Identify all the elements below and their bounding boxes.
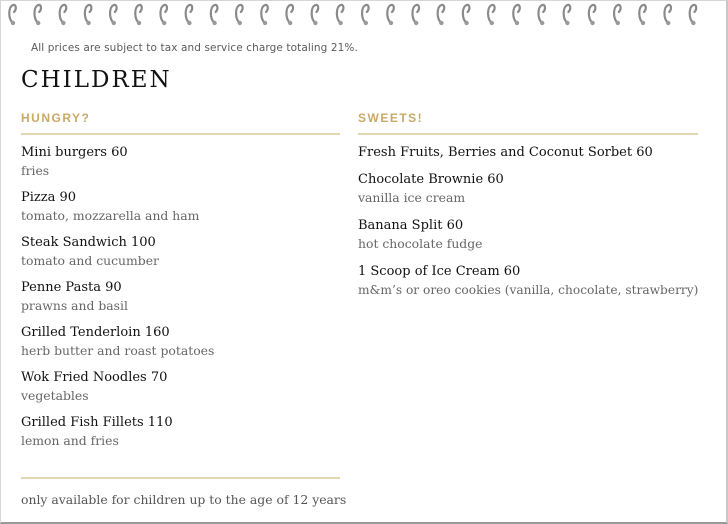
item-name: Wok Fried Noodles 70 (21, 370, 168, 385)
spiral-hole (389, 21, 393, 25)
spiral-hole (666, 21, 670, 25)
spiral-hole (616, 21, 620, 25)
spiral-hole (36, 21, 40, 25)
spiral-hole (364, 21, 368, 25)
spiral-loop (438, 5, 445, 23)
item-name: Steak Sandwich 100 (21, 235, 156, 250)
spiral-hole (540, 21, 544, 25)
item-description: fries (21, 163, 50, 178)
spiral-loop (463, 5, 470, 23)
age-note: only available for children up to the age of 12 years (21, 492, 347, 507)
spiral-loop (564, 5, 571, 23)
menu-list (21, 144, 340, 451)
item-description: hot chocolate fudge (358, 236, 483, 251)
spiral-hole (641, 21, 645, 25)
section-hungry (21, 109, 340, 459)
menu-item (21, 189, 340, 226)
spiral-loop (488, 5, 495, 23)
spiral-hole (313, 21, 317, 25)
spiral-loop (60, 5, 67, 23)
footer-divider (21, 477, 340, 479)
menu-item (21, 144, 340, 181)
menu-item (358, 217, 698, 254)
menu-item (358, 263, 698, 300)
spiral-hole (187, 21, 191, 25)
item-description: vegetables (21, 388, 89, 403)
item-description: tomato, mozzarella and ham (21, 208, 200, 223)
spiral-hole (338, 21, 342, 25)
spiral-hole (590, 21, 594, 25)
spiral-hole (490, 21, 494, 25)
spiral-hole (238, 21, 242, 25)
item-name: Grilled Tenderloin 160 (21, 325, 170, 340)
spiral-loop (211, 5, 218, 23)
spiral-hole (288, 21, 292, 25)
spiral-hole (515, 21, 519, 25)
spiral-loop (362, 5, 369, 23)
section-sweets (358, 109, 698, 309)
spiral-loop (186, 5, 193, 23)
spiral-loop (690, 5, 697, 23)
item-name: Fresh Fruits, Berries and Coconut Sorbet 60 (358, 145, 653, 160)
spiral-hole (162, 21, 166, 25)
spiral-loop (639, 5, 646, 23)
menu-item (21, 324, 340, 361)
menu-item (21, 279, 340, 316)
menu-item (21, 414, 340, 451)
spiral-loop (160, 5, 167, 23)
spiral-loop (110, 5, 117, 23)
spiral-hole (86, 21, 90, 25)
item-description: lemon and fries (21, 433, 119, 448)
spiral-loop (664, 5, 671, 23)
page-title: CHILDREN (21, 67, 172, 93)
item-description: vanilla ice cream (358, 190, 466, 205)
section-heading: HUNGRY? (21, 109, 340, 135)
item-name: Banana Split 60 (358, 218, 464, 233)
item-name: Grilled Fish Fillets 110 (21, 415, 173, 430)
spiral-loop (9, 5, 16, 23)
spiral-hole (565, 21, 569, 25)
spiral-hole (137, 21, 141, 25)
spiral-loop (387, 5, 394, 23)
spiral-loop (589, 5, 596, 23)
spiral-hole (439, 21, 443, 25)
spiral-hole (112, 21, 116, 25)
spiral-loop (261, 5, 268, 23)
item-name: Chocolate Brownie 60 (358, 172, 504, 187)
spiral-hole (464, 21, 468, 25)
menu-item (21, 234, 340, 271)
spiral-loop (614, 5, 621, 23)
spiral-loop (337, 5, 344, 23)
menu-item (358, 144, 698, 161)
spiral-hole (691, 21, 695, 25)
item-description: tomato and cucumber (21, 253, 159, 268)
item-name: Pizza 90 (21, 190, 77, 205)
spiral-loop (286, 5, 293, 23)
spiral-hole (414, 21, 418, 25)
spiral-loop (538, 5, 545, 23)
tax-notice: All prices are subject to tax and service charge totaling 21%. (31, 42, 358, 54)
spiral-loop (236, 5, 243, 23)
spiral-loop (34, 5, 41, 23)
spiral-hole (263, 21, 267, 25)
spiral-hole (11, 21, 15, 25)
item-name: 1 Scoop of Ice Cream 60 (358, 264, 521, 279)
spiral-loop (513, 5, 520, 23)
spiral-loop (412, 5, 419, 23)
item-name: Mini burgers 60 (21, 145, 128, 160)
spiral-hole (61, 21, 65, 25)
spiral-loop (85, 5, 92, 23)
menu-list (358, 144, 698, 300)
menu-item (21, 369, 340, 406)
spiral-loop (312, 5, 319, 23)
item-description: prawns and basil (21, 298, 128, 313)
menu-item (358, 171, 698, 208)
spiral-binding (1, 1, 728, 29)
item-description: m&m’s or oreo cookies (vanilla, chocolate, strawberry) (358, 283, 699, 297)
section-heading: SWEETS! (358, 109, 698, 135)
item-name: Penne Pasta 90 (21, 280, 122, 295)
item-description: herb butter and roast potatoes (21, 343, 215, 358)
spiral-hole (212, 21, 216, 25)
spiral-loop (135, 5, 142, 23)
